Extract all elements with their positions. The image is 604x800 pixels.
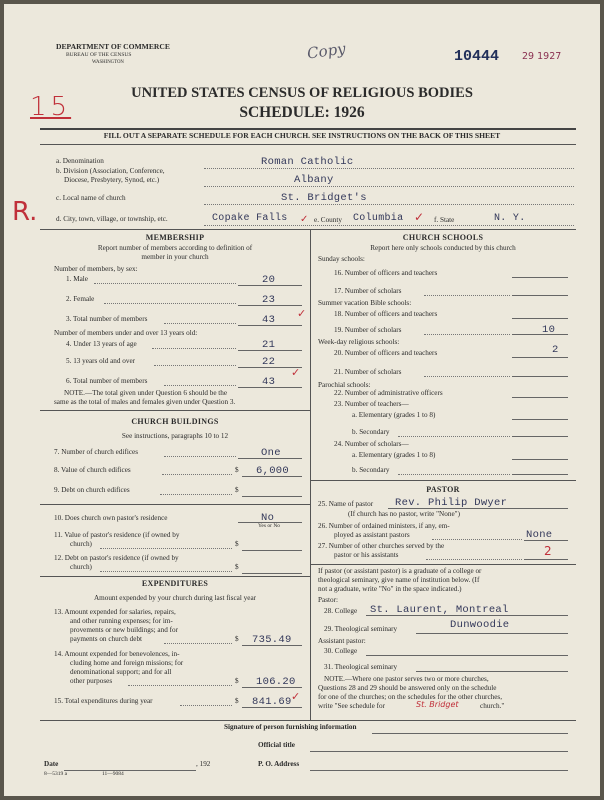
q24-label: 24. Number of scholars— xyxy=(334,440,409,448)
pastor-note-4b: church." xyxy=(480,702,505,710)
q4-label: 4. Under 13 years of age xyxy=(66,340,137,348)
q27-value: 2 xyxy=(544,544,552,558)
q1-value: 20 xyxy=(262,274,276,286)
q13-label-2: and other running expenses; for im- xyxy=(70,617,173,625)
q13-label-1: 13. Amount expended for salaries, repairs, xyxy=(54,608,176,616)
q29-label: 29. Theological seminary xyxy=(324,625,398,633)
form-number: 8—5319 a xyxy=(44,771,68,777)
denomination-label: a. Denomination xyxy=(56,157,104,165)
expenditures-intro: Amount expended by your church during last fiscal year xyxy=(93,594,257,602)
q9-label: 9. Debt on church edifices xyxy=(54,486,130,494)
q13-label-3: provements or new buildings; and for xyxy=(70,626,178,634)
q12-label-2: church) xyxy=(70,563,92,571)
membership-intro-1: Report number of members according to definition of xyxy=(97,244,253,252)
q26-label-1: 26. Number of ordained ministers, if any, em- xyxy=(318,522,450,530)
print-number: 11—9084 xyxy=(102,771,124,777)
q28-label: 28. College xyxy=(324,607,358,615)
denomination-value: Roman Catholic xyxy=(261,156,354,168)
q24a-label: a. Elementary (grades 1 to 8) xyxy=(352,451,436,459)
local-name-value: St. Bridget's xyxy=(281,192,367,204)
q19-value: 10 xyxy=(542,324,556,336)
census-schedule-page: DEPARTMENT OF COMMERCE BUREAU OF THE CENSUS WASHINGTON Copy 10444 29 1927 15 UNITED STATES CENSUS OF RELIGIOUS BODIES SCHEDULE: 1926 FILL OUT A SEPARATE SCHEDULE FOR EACH CHURCH. SEE INSTRUCTIONS ON THE BACK OF THIS SHEET a. Denomination Roman Catholic b. Division (Association, Conference, Diocese, Presbytery, Synod, etc.) Albany c. Local name of church St. Bridget's R. d. City, town, village, or township, etc. Copake Falls ✓ e. County Columbia ✓ f. State N. Y. MEMBERSHIP Report number of members according to definition of member in your church Number of members, by sex: 1. Male 20 2. Female 23 3. Total number of members 43 ✓ Number of members under and over 13 years old: 4. Under 13 years of age 21 5. 13 years old and over 22 6. Total number of members 43 ✓ NOTE.—The total given under Question 6 should be the same as the total of males and females given under Question 3. CHURCH BUILDINGS See instructions, paragraphs 10 to 12 7. Number of church edifices One 8. Value of church edifices $ 6,000 9. Debt on church edifices $ 10. Does church own pastor's residence No Yes or No 11. Value of pastor's residence (if owned by church) $ 12. Debt on pastor's residence (if owned by church) $ EXPENDITURES Amount expended by your church during last fiscal year 13. Amount expended for salaries, repairs, and other running expenses; for im- provements or new buildings; and for payments on church debt $ 735.49 14. Amount expended for benevolences, in- cluding home and foreign missions; for denominational support; and for all other purposes $ 106.20 15. Total expenditures during year $ 841.69 ✓ CHURCH SCHOOLS Report here only schools conducted by this church Sunday schools: 16. Number of officers and teachers 17. Number of scholars Summer vacation Bible schools: 18. Number of officers and teachers 19. Number of scholars 10 Week-day religious schools: 20. Number of officers and teachers 2 21. Number of scholars Parochial schools: 22. Number of administrative officers 23. Number of teachers— a. Elementary (grades 1 to 8) b. Secondary 24. Number of scholars— a. Elementary (grades 1 to 8) b. Secondary PASTOR 25. Name of pastor Rev. Philip Dwyer (If church has no pastor, write "None") 26. Number of ordained ministers, if any, em- ployed as assistant pastors None 27. Number of other churches served by the pastor or his assistants 2 If pastor (or assistant pastor) is a graduate of a college or theological seminary, give name of institution below. (If not a graduate, write "No" in the space indicated.) Pastor: 28. College St. Laurent, Montreal 29. Theological seminary Dunwoodie Assistant pastor: 30. College 31. Theological seminary NOTE.—Where one pastor serves two or more churches, Questions 28 and 29 should be answered only on the schedule for one of the churches; on the schedules for the other churches, write "See schedule for St. Bridget church." Signature of person furnishing information Official title Date , 192 P. O. Address 8—5319 a 11—9084 xyxy=(4,4,600,796)
received-date-stamp: 29 1927 xyxy=(522,51,562,62)
q15-value: 841.69 xyxy=(252,696,292,708)
q6-label: 6. Total number of members xyxy=(66,377,148,385)
membership-title: MEMBERSHIP xyxy=(145,233,205,242)
q30-label: 30. College xyxy=(324,647,358,655)
division-label-2: Diocese, Presbytery, Synod, etc.) xyxy=(64,176,160,184)
q23a-label: a. Elementary (grades 1 to 8) xyxy=(352,411,436,419)
membership-note-2: same as the total of males and females given under Question 3. xyxy=(54,398,236,406)
expenditures-title: EXPENDITURES xyxy=(141,579,209,588)
q21-label: 21. Number of scholars xyxy=(334,368,402,376)
official-title-label: Official title xyxy=(258,741,295,749)
q25-label: 25. Name of pastor xyxy=(318,500,374,508)
margin-mark-r: R. xyxy=(12,197,38,227)
q20-value: 2 xyxy=(552,344,559,356)
q7-label: 7. Number of church edifices xyxy=(54,448,139,456)
membership-intro-2: member in your church xyxy=(141,253,209,261)
q3-value: 43 xyxy=(262,314,276,326)
graduate-note-3: not a graduate, write "No" in the space indicated.) xyxy=(318,585,462,593)
schools-title: CHURCH SCHOOLS xyxy=(402,233,484,242)
pastor-note-2: Questions 28 and 29 should be answered only on the schedule xyxy=(318,684,497,692)
q1-label: 1. Male xyxy=(66,275,88,283)
graduate-note-1: If pastor (or assistant pastor) is a graduate of a college or xyxy=(318,567,482,575)
q27-label-2: pastor or his assistants xyxy=(334,551,399,559)
q14-value: 106.20 xyxy=(256,676,296,688)
q24b-label: b. Secondary xyxy=(352,466,390,474)
q14-label-2: cluding home and foreign missions; for xyxy=(70,659,184,667)
city-label: d. City, town, village, or township, etc. xyxy=(56,215,168,223)
q5-value: 22 xyxy=(262,356,276,368)
q13-value: 735.49 xyxy=(252,634,292,646)
q2-label: 2. Female xyxy=(66,295,95,303)
bureau-city: WASHINGTON xyxy=(92,60,124,65)
form-title: UNITED STATES CENSUS OF RELIGIOUS BODIES xyxy=(131,85,473,101)
buildings-title: CHURCH BUILDINGS xyxy=(131,417,219,426)
q14-label-3: denominational support; and for all xyxy=(70,668,172,676)
q16-label: 16. Number of officers and teachers xyxy=(334,269,438,277)
sunday-schools-label: Sunday schools: xyxy=(318,255,365,263)
copy-mark: Copy xyxy=(305,39,347,63)
pastor-note-1: NOTE.—Where one pastor serves two or more churches, xyxy=(324,675,489,683)
membership-note-1: NOTE.—The total given under Question 6 should be the xyxy=(64,389,228,397)
division-label-1: b. Division (Association, Conference, xyxy=(56,167,165,175)
q2-value: 23 xyxy=(262,294,276,306)
city-value: Copake Falls xyxy=(212,213,288,224)
summer-schools-label: Summer vacation Bible schools: xyxy=(318,299,412,307)
q10-value: No xyxy=(261,512,275,524)
q22-label: 22. Number of administrative officers xyxy=(334,389,443,397)
q31-label: 31. Theological seminary xyxy=(324,663,398,671)
state-label: f. State xyxy=(434,216,455,224)
q6-value: 43 xyxy=(262,376,276,388)
po-address-label: P. O. Address xyxy=(258,760,300,768)
age-intro-label: Number of members under and over 13 years old: xyxy=(54,329,198,337)
q28-value: St. Laurent, Montreal xyxy=(370,604,509,616)
q5-label: 5. 13 years old and over xyxy=(66,357,136,365)
q23-label: 23. Number of teachers— xyxy=(334,400,409,408)
q11-label-1: 11. Value of pastor's residence (if owned by xyxy=(54,531,180,539)
margin-mark-15: 15 xyxy=(30,92,72,122)
pastor-note-4a: write "See schedule for xyxy=(318,702,385,710)
division-value: Albany xyxy=(294,174,334,186)
buildings-subtitle: See instructions, paragraphs 10 to 12 xyxy=(121,432,229,440)
q10-hint: Yes or No xyxy=(258,523,281,529)
weekday-schools-label: Week-day religious schools: xyxy=(318,338,400,346)
bureau-name: BUREAU OF THE CENSUS xyxy=(66,52,132,58)
fill-instruction: FILL OUT A SEPARATE SCHEDULE FOR EACH CHURCH. SEE INSTRUCTIONS ON THE BACK OF THIS SHEET xyxy=(103,131,501,140)
county-label: e. County xyxy=(314,216,342,224)
q14-label-1: 14. Amount expended for benevolences, in- xyxy=(54,650,180,658)
q25-value: Rev. Philip Dwyer xyxy=(395,497,508,509)
pastor-title: PASTOR xyxy=(426,485,460,494)
county-value: Columbia xyxy=(353,213,404,224)
q26-label-2: ployed as assistant pastors xyxy=(334,531,410,539)
members-by-sex-label: Number of members, by sex: xyxy=(54,265,138,273)
q7-value: One xyxy=(261,447,281,459)
q19-label: 19. Number of scholars xyxy=(334,326,402,334)
pastor-sub-label: Pastor: xyxy=(318,596,338,604)
q12-label-1: 12. Debt on pastor's residence (if owned by xyxy=(54,554,179,562)
q25-hint: (If church has no pastor, write "None") xyxy=(348,510,460,518)
state-value: N. Y. xyxy=(494,213,526,224)
assistant-pastor-label: Assistant pastor: xyxy=(318,637,366,645)
parochial-schools-label: Parochial schools: xyxy=(318,381,371,389)
schedule-year: SCHEDULE: 1926 xyxy=(239,104,365,121)
q11-label-2: church) xyxy=(70,540,92,548)
dept-name: DEPARTMENT OF COMMERCE xyxy=(56,42,170,51)
signature-label: Signature of person furnishing information xyxy=(224,723,357,731)
q8-value: 6,000 xyxy=(256,465,290,477)
schedule-number: 10444 xyxy=(454,48,500,65)
q29-value: Dunwoodie xyxy=(450,619,510,631)
q10-label: 10. Does church own pastor's residence xyxy=(54,514,168,522)
q20-label: 20. Number of officers and teachers xyxy=(334,349,438,357)
q8-label: 8. Value of church edifices xyxy=(54,466,131,474)
q15-label: 15. Total expenditures during year xyxy=(54,697,153,705)
q4-value: 21 xyxy=(262,339,276,351)
local-name-label: c. Local name of church xyxy=(56,194,126,202)
q3-label: 3. Total number of members xyxy=(66,315,148,323)
q27-label-1: 27. Number of other churches served by the xyxy=(318,542,445,550)
q18-label: 18. Number of officers and teachers xyxy=(334,310,438,318)
graduate-note-2: theological seminary, give name of institution below. (If xyxy=(318,576,480,584)
q13-label-4: payments on church debt xyxy=(70,635,143,643)
date-label: Date xyxy=(44,760,59,768)
q14-label-4: other purposes xyxy=(70,677,113,685)
schools-intro: Report here only schools conducted by this church xyxy=(370,244,516,252)
pastor-note-handwritten: St. Bridget xyxy=(416,700,459,709)
year-label: , 192 xyxy=(196,760,211,768)
pastor-note-3: for one of the churches; on the schedules for the other churches, xyxy=(318,693,503,701)
q23b-label: b. Secondary xyxy=(352,428,390,436)
q26-value: None xyxy=(526,529,553,541)
q17-label: 17. Number of scholars xyxy=(334,287,402,295)
